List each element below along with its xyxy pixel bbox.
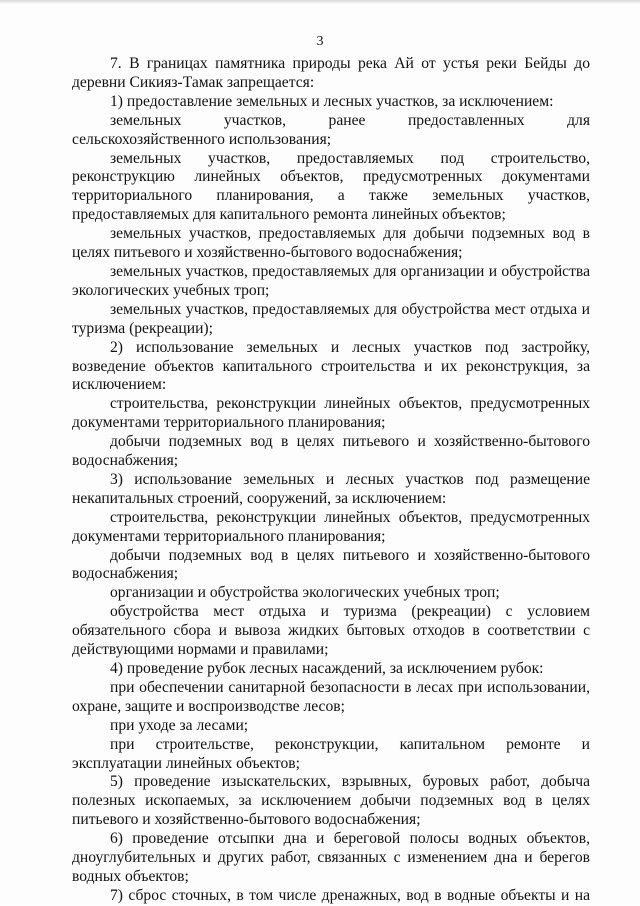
- document-body: [72, 55, 590, 906]
- paragraph-item-1-agricultural: земельных участков, ранее предоставленных для сельскохозяйственного использования;: [72, 111, 590, 148]
- paragraph-item-3-eco-trails: организации и обустройства экологических учебных троп;: [110, 584, 500, 602]
- paragraph-item-4-linear-objects: при строительстве, реконструкции, капитальном ремонте и эксплуатации линейных объектов;: [72, 735, 590, 772]
- paragraph-item-3-groundwater: добычи подземных вод в целях питьевого и хозяйственно-бытового водоснабжения;: [72, 546, 590, 583]
- paragraph-item-1: 1) предоставление земельных и лесных участков, за исключением:: [110, 92, 554, 110]
- paragraph-clause-7-intro: 7. В границах памятника природы река Ай от устья реки Бейды до деревни Сикияз-Тамак запрещается:: [72, 55, 590, 91]
- paragraph-item-5: 5) проведение изыскательских, взрывных, буровых работ, добыча полезных ископаемых, за исключением добычи подземных вод в целях питьевого и хозяйственно-бытового водоснабжения;: [72, 773, 590, 829]
- paragraph-item-1-recreation: земельных участков, предоставляемых для обустройства мест отдыха и туризма (рекреации);: [72, 300, 590, 337]
- paragraph-item-6: 6) проведение отсыпки дна и береговой полосы водных объектов, дноуглубительных и других работ, связанных с изменением дна и берегов водных объектов;: [72, 830, 590, 885]
- paragraph-item-3-recreation: обустройства мест отдыха и туризма (рекреации) с условием обязательного сбора и вывоза жидких бытовых отходов в соответствии с действующими нормами и правилами;: [72, 603, 590, 659]
- paragraph-item-7: 7) сброс сточных, в том числе дренажных, вод в водные объекты и на: [110, 886, 590, 904]
- paragraph-item-2: 2) использование земельных и лесных участков под застройку, возведение объектов капитального строительства и их реконструкция, за исключением:: [72, 338, 590, 394]
- paragraph-item-4: 4) проведение рубок лесных насаждений, за исключением рубок:: [110, 660, 544, 677]
- scan-top-edge: [0, 0, 640, 4]
- paragraph-item-1-groundwater: земельных участков, предоставляемых для добычи подземных вод в целях питьевого и хозяйственно-бытового водоснабжения;: [72, 225, 590, 262]
- paragraph-item-2-groundwater: добычи подземных вод в целях питьевого и хозяйственно-бытового водоснабжения;: [72, 433, 590, 470]
- page-number: 3: [316, 34, 324, 49]
- paragraph-item-4-sanitary: при обеспечении санитарной безопасности в лесах при использовании, охране, защите и воспроизводстве лесов;: [72, 678, 590, 715]
- paragraph-item-3: 3) использование земельных и лесных участков под размещение некапитальных строений, сооружений, за исключением:: [72, 470, 590, 507]
- paragraph-item-1-eco-trails: земельных участков, предоставляемых для организации и обустройства экологических учебных троп;: [72, 262, 590, 299]
- paragraph-item-2-linear-objects: строительства, реконструкции линейных объектов, предусмотренных документами территориального планирования;: [72, 395, 590, 432]
- paragraph-item-1-linear-objects: земельных участков, предоставляемых под строительство, реконструкцию линейных объектов, предусмотренных документами территориального планирования, а также земельных участков, предоставляемых для капитального ремонта линейных объектов;: [72, 149, 590, 224]
- paragraph-item-3-linear-objects: строительства, реконструкции линейных объектов, предусмотренных документами территориального планирования;: [72, 508, 590, 545]
- paragraph-item-4-forest-care: при уходе за лесами;: [110, 716, 249, 734]
